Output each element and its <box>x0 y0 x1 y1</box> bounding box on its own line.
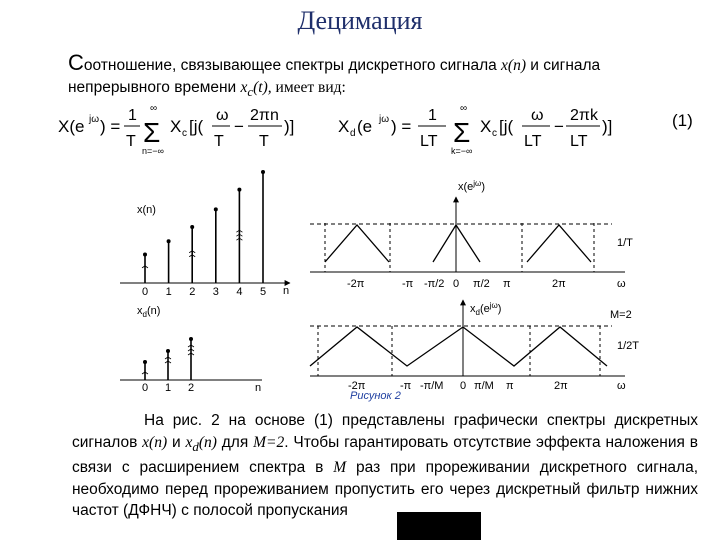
svg-text:ω: ω <box>531 107 544 124</box>
svg-text:ω: ω <box>216 107 229 124</box>
svg-text:k=−∞: k=−∞ <box>451 146 473 156</box>
svg-text:c: c <box>182 128 187 139</box>
svg-text:LT: LT <box>570 133 588 150</box>
plot-x-spectrum <box>310 179 633 290</box>
svg-text:[j(: [j( <box>499 117 514 136</box>
xdn-tick-1: 1 <box>165 382 172 394</box>
body-xd: $x_d(n)$ <box>185 433 217 454</box>
svg-text:jω: jω <box>379 114 390 125</box>
body-text-1: На рис. 2 на основе (1) представлены графически спектры дискретных сигналов <box>72 412 698 451</box>
xn-point-5 <box>261 170 265 174</box>
svg-text:X(e: X(e <box>58 117 85 136</box>
xd-tick-2: -π/M <box>420 380 444 392</box>
body-text-2: . Чтобы гарантировать отсутствие эффекта наложения в связи с расширением спектра в <box>72 433 698 477</box>
xn-tick-5: 5 <box>260 286 267 298</box>
xdn-point-0 <box>143 360 147 364</box>
plot-xn <box>120 170 290 298</box>
x-spectrum-level: 1/T <box>617 237 633 249</box>
xn-point-4 <box>237 188 241 192</box>
x-tick-0: -2π <box>347 278 365 290</box>
svg-text:) =: ) = <box>391 117 412 136</box>
body-m2: M=2 <box>253 433 285 451</box>
svg-text:X: X <box>338 117 350 136</box>
svg-text:)]: )] <box>602 117 613 136</box>
page-title: Децимация <box>297 6 423 35</box>
x-tick-1: -π <box>402 278 414 290</box>
svg-text:)]: )] <box>284 117 295 136</box>
svg-text:LT: LT <box>420 133 438 150</box>
body-paragraph: На рис. 2 на основе (1) представлены графически спектры дискретных сигналов x(n) и $x_d(n)$ для M=2. Чтобы гарантировать отсутствие эффекта наложения в связи с расширением спектра в M раз при прореживании дискретного сигнала, необходимо перед прореживанием пропустить его через дискретный фильтр нижних частот (ДФНЧ) с полосой пропускания <box>72 412 699 520</box>
plot-xd-spectrum <box>310 300 639 392</box>
xn-point-2 <box>190 225 194 229</box>
xd-spectrum-label: $x_d(e^{j\omega})$ <box>470 301 502 317</box>
svg-text:∞: ∞ <box>150 103 158 114</box>
intro-text-2: и сигнала непрерывного времени <box>68 57 601 96</box>
xn-point-3 <box>214 207 218 211</box>
svg-text:−: − <box>234 117 244 136</box>
xd-tick-6: 2π <box>554 380 568 392</box>
xn-point-0 <box>143 253 147 257</box>
xd-tick-3: 0 <box>460 380 467 392</box>
xd-tick-5: π <box>506 380 514 392</box>
intro-xn: x(n) <box>501 57 526 74</box>
xn-ticks <box>142 286 266 298</box>
xn-tick-0: 0 <box>142 286 149 298</box>
xn-point-1 <box>167 239 171 243</box>
plot-xdn <box>120 305 262 394</box>
svg-text:T: T <box>126 133 136 150</box>
xn-label: x(n) <box>137 204 156 216</box>
body-xn: x(n) <box>142 433 168 451</box>
figure-caption: Рисунок 2 <box>350 390 401 402</box>
xd-tick-1: -π <box>400 380 412 392</box>
x-spectrum-label: $x(e^{j\omega})$ <box>458 179 485 193</box>
svg-text:X: X <box>170 117 182 136</box>
svg-text:−: − <box>554 117 564 136</box>
x-tick-4: π/2 <box>473 278 490 290</box>
xdn-label: $x_d(n)$ <box>137 305 161 319</box>
svg-text:T: T <box>259 133 269 150</box>
body-m: M <box>333 459 347 477</box>
xn-tick-4: 4 <box>236 286 243 298</box>
xn-tick-1: 1 <box>165 286 172 298</box>
xn-tick-3: 3 <box>212 286 219 298</box>
equation-number: (1) <box>672 111 693 130</box>
svg-text:1: 1 <box>428 107 437 124</box>
xdn-tick-0: 0 <box>142 382 149 394</box>
x-tick-2: -π/2 <box>424 278 445 290</box>
svg-text:jω: jω <box>89 114 100 125</box>
xd-axis-omega: ω <box>617 380 626 392</box>
svg-text:) =: ) = <box>100 117 121 136</box>
intro-text-1: оотношение, связывающее спектры дискретного сигнала <box>83 57 502 74</box>
svg-text:∞: ∞ <box>460 103 468 114</box>
svg-text:[j(: [j( <box>189 117 204 136</box>
svg-text:X: X <box>480 117 492 136</box>
svg-text:d: d <box>350 128 356 139</box>
svg-text:c: c <box>492 128 497 139</box>
svg-text:2πn: 2πn <box>250 107 279 124</box>
svg-text:n=−∞: n=−∞ <box>142 146 164 156</box>
x-tick-5: π <box>503 278 511 290</box>
x-tick-3: 0 <box>453 278 460 290</box>
xd-tick-0: -2π <box>348 380 366 392</box>
svg-text:LT: LT <box>524 133 542 150</box>
x-tick-6: 2π <box>552 278 566 290</box>
body-text-3: раз при прореживании дискретного сигнала, необходимо перед прореживанием пропустить его через дискретный фильтр нижних частот (ДФНЧ) с полосой пропускания <box>72 459 699 520</box>
svg-text:(e: (e <box>357 117 373 136</box>
xdn-point-2 <box>189 337 193 341</box>
xn-tick-2: 2 <box>189 286 196 298</box>
xn-axis-label: n <box>283 285 290 297</box>
drop-cap: С <box>68 50 84 75</box>
intro-text-3: имеет вид: <box>271 79 346 96</box>
svg-text:Σ: Σ <box>453 117 471 148</box>
redacted-block <box>397 512 481 540</box>
intro-xct: $x_c(t)$, <box>240 79 272 100</box>
xdn-tick-2: 2 <box>188 382 195 394</box>
xd-spectrum-level: 1/2T <box>617 340 640 352</box>
xdn-axis-label: n <box>255 382 262 394</box>
xd-tick-4: π/M <box>474 380 494 392</box>
svg-text:T: T <box>214 133 224 150</box>
m-label: M=2 <box>610 309 632 321</box>
x-axis-omega: ω <box>617 278 626 290</box>
xn-stems <box>142 170 265 283</box>
svg-text:2πk: 2πk <box>570 107 598 124</box>
svg-text:1: 1 <box>128 107 137 124</box>
xdn-point-1 <box>166 349 170 353</box>
svg-text:Σ: Σ <box>143 117 161 148</box>
